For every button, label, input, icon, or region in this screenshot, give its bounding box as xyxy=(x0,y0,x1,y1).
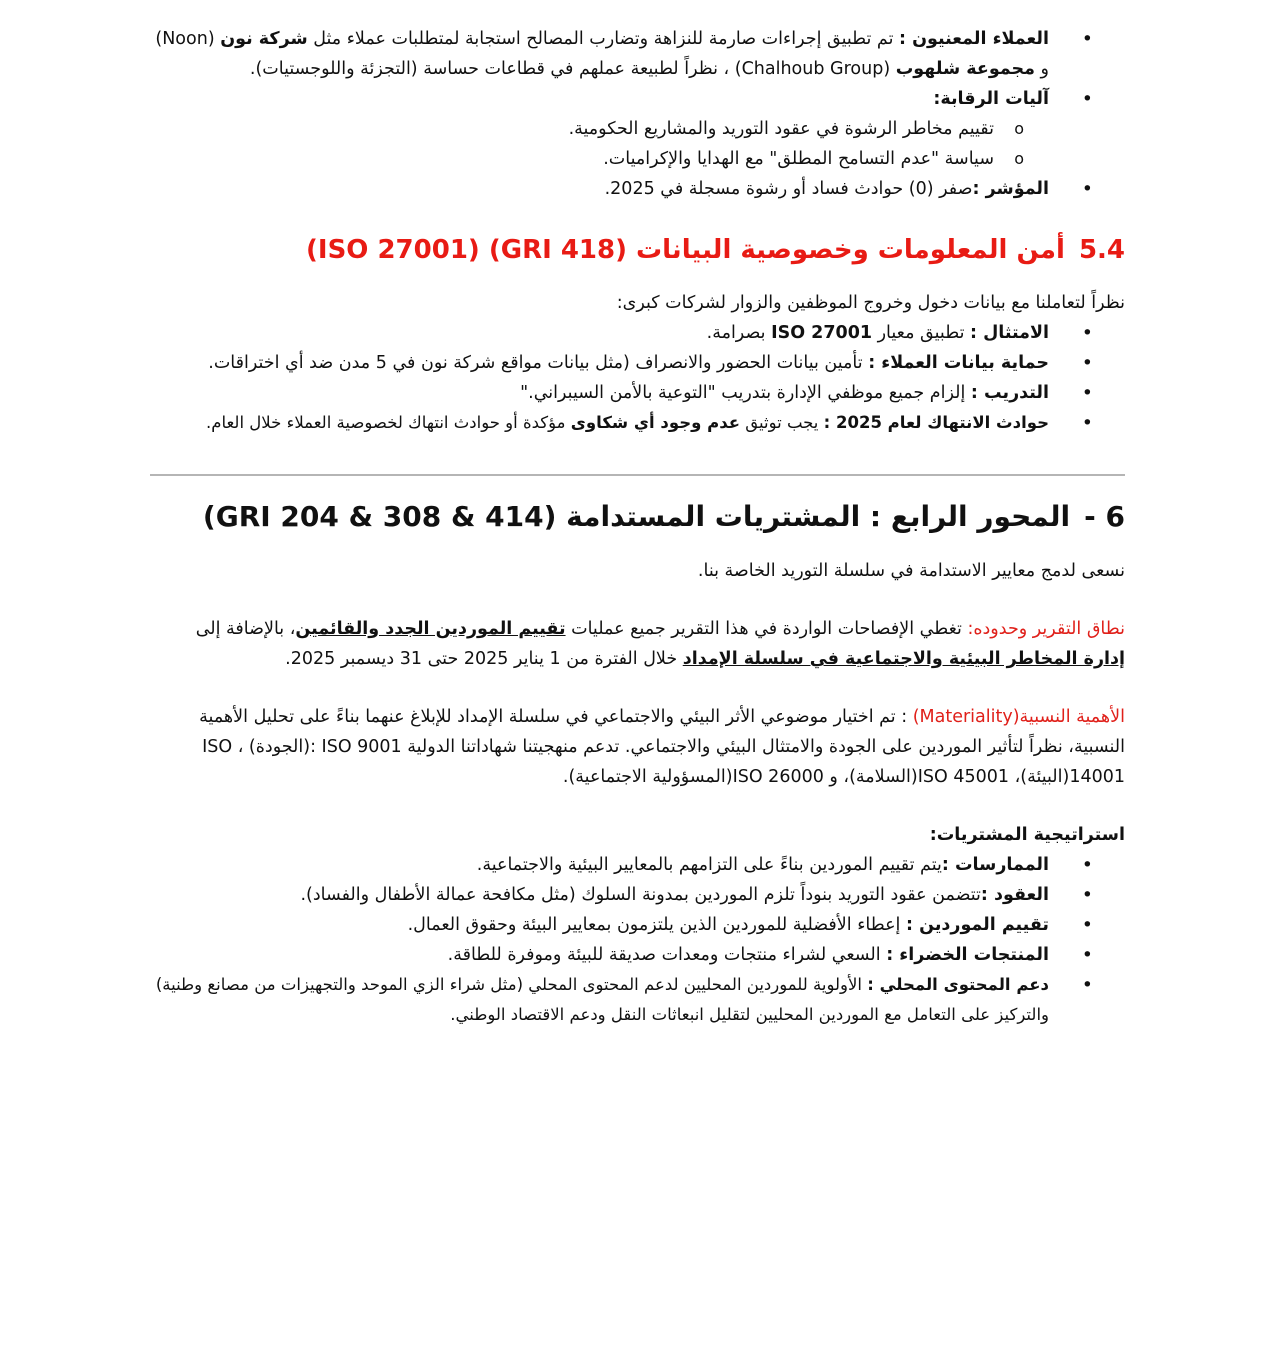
bullet-text: (Noon) و xyxy=(155,29,1049,79)
list-item xyxy=(150,970,1049,1030)
list-item xyxy=(150,850,1049,880)
bullet-label: العملاء المعنيون : xyxy=(899,29,1049,49)
section-title: أمن المعلومات وخصوصية البيانات (GRI 418) (ISO 27001) xyxy=(306,235,1065,265)
list-item xyxy=(150,24,1049,84)
sub-bullet-list xyxy=(150,114,1049,174)
section-5-4-intro: نظراً لتعاملنا مع بيانات دخول وخروج الموظفين والزوار لشركات كبرى: xyxy=(616,293,1125,313)
standard-name: ISO 27001 xyxy=(771,323,873,343)
sub-list-item: o سياسة "عدم التسامح المطلق" مع الهدايا والإكراميات. xyxy=(150,144,994,174)
bullet-label: الممارسات : xyxy=(941,855,1049,875)
bullet-label: المنتجات الخضراء : xyxy=(886,945,1049,965)
bullet-text: يجب توثيق xyxy=(740,413,824,432)
section-number: 5.4 xyxy=(1078,235,1125,265)
materiality-label: الأهمية النسبية(Materiality) xyxy=(912,707,1125,727)
bullet-label: دعم المحتوى المحلي : xyxy=(867,975,1049,994)
client-name: مجموعة شلهوب xyxy=(895,59,1035,79)
bullet-text: السعي لشراء منتجات ومعدات صديقة للبيئة وموفرة للطاقة. xyxy=(447,945,887,965)
bullet-label: المؤشر : xyxy=(972,179,1049,199)
list-item xyxy=(150,378,1049,408)
strategy-heading-text: استراتيجية المشتريات: xyxy=(929,825,1125,845)
list-item xyxy=(150,408,1049,438)
emphasis-text: عدم وجود أي شكاوى xyxy=(570,413,741,432)
bullet-text: بصرامة. xyxy=(706,323,772,343)
report-scope-paragraph xyxy=(150,614,1125,674)
paragraph-text: ، بالإضافة إلى xyxy=(195,619,296,639)
section-divider xyxy=(150,474,1125,476)
bullet-text: تطبيق معيار xyxy=(872,323,970,343)
bullet-text: مؤكدة أو حوادث انتهاك لخصوصية العملاء خلال العام. xyxy=(205,413,571,432)
section-6-heading xyxy=(150,498,1125,536)
list-item xyxy=(150,880,1049,910)
bullet-label: حوادث الانتهاك لعام 2025 : xyxy=(823,413,1049,432)
bullet-text: تأمين بيانات الحضور والانصراف (مثل بيانات مواقع شركة نون في 5 مدن ضد أي اختراقات. xyxy=(208,353,869,373)
bullet-text: إعطاء الأفضلية للموردين الذين يلتزمون بمعايير البيئة وحقوق العمال. xyxy=(407,915,906,935)
materiality-paragraph xyxy=(150,702,1125,792)
paragraph-text: تغطي الإفصاحات الواردة في هذا التقرير جميع عمليات xyxy=(565,619,968,639)
bullet-text: صفر (0) حوادث فساد أو رشوة مسجلة في 2025. xyxy=(604,179,973,199)
bullet-text: يتم تقييم الموردين بناءً على التزامهم بالمعايير البيئية والاجتماعية. xyxy=(476,855,942,875)
emphasis-text: إدارة المخاطر البيئية والاجتماعية في سلسلة الإمداد xyxy=(682,649,1125,669)
bullet-text: (Chalhoub Group) ، نظراً لطبيعة عملهم في قطاعات حساسة (التجزئة واللوجستيات). xyxy=(249,59,896,79)
bullet-text: إلزام جميع موظفي الإدارة بتدريب "التوعية بالأمن السيبراني." xyxy=(520,383,971,403)
list-item xyxy=(150,174,1049,204)
top-bullet-list xyxy=(150,24,1125,204)
bullet-label: آليات الرقابة: xyxy=(933,89,1049,109)
paragraph-text: : تم اختيار موضوعي الأثر البيئي والاجتماعي في سلسلة الإمداد للإبلاغ عنهما بناءً على تحليل الأهمية النسبية، نظراً لتأثير الموردين على الجودة والامتثال البيئي والاجتماعي. تدعم منهجيتنا شهاداتنا الدولية ISO 9001 :(الجودة) ، ISO 14001(البيئة)، ISO 45001(السلامة)، و ISO 26000(المسؤولية الاجتماعية). xyxy=(199,707,1125,787)
bullet-label: تقييم الموردين : xyxy=(905,915,1049,935)
bullet-label: حماية بيانات العملاء : xyxy=(868,353,1049,373)
paragraph-text: خلال الفترة من 1 يناير 2025 حتى 31 ديسمبر 2025. xyxy=(285,649,683,669)
section-5-4-heading xyxy=(150,232,1125,268)
section-number: 6 - xyxy=(1084,500,1125,533)
sub-list-item: o تقييم مخاطر الرشوة في عقود التوريد والمشاريع الحكومية. xyxy=(150,114,994,144)
section-5-4-bullet-list xyxy=(150,318,1125,438)
strategy-bullet-list xyxy=(150,850,1125,1030)
list-item xyxy=(150,318,1049,348)
emphasis-text: تقييم الموردين الجدد والقائمين xyxy=(295,619,566,639)
bullet-label: العقود : xyxy=(980,885,1049,905)
list-item xyxy=(150,84,1049,174)
section-6-intro: نسعى لدمج معايير الاستدامة في سلسلة التوريد الخاصة بنا. xyxy=(697,561,1125,581)
scope-label: نطاق التقرير وحدوده: xyxy=(967,619,1125,639)
list-item xyxy=(150,910,1049,940)
bullet-label: التدريب : xyxy=(970,383,1049,403)
bullet-text: تتضمن عقود التوريد بنوداً تلزم الموردين بمدونة السلوك (مثل مكافحة عمالة الأطفال والفساد). xyxy=(300,885,981,905)
client-name: شركة نون xyxy=(220,29,308,49)
strategy-heading xyxy=(150,820,1125,850)
bullet-text: الأولوية للموردين المحليين لدعم المحتوى المحلي (مثل شراء الزي الموحد والتجهيزات من مصانع وطنية) والتركيز على التعامل مع الموردين المحليين لتقليل انبعاثات النقل ودعم الاقتصاد الوطني. xyxy=(155,975,1049,1024)
section-title: المحور الرابع : المشتريات المستدامة (GRI 204 & 308 & 414) xyxy=(202,500,1071,533)
list-item xyxy=(150,348,1049,378)
list-item xyxy=(150,940,1049,970)
bullet-text: تم تطبيق إجراءات صارمة للنزاهة وتضارب المصالح استجابة لمتطلبات عملاء مثل xyxy=(307,29,900,49)
bullet-label: الامتثال : xyxy=(970,323,1049,343)
